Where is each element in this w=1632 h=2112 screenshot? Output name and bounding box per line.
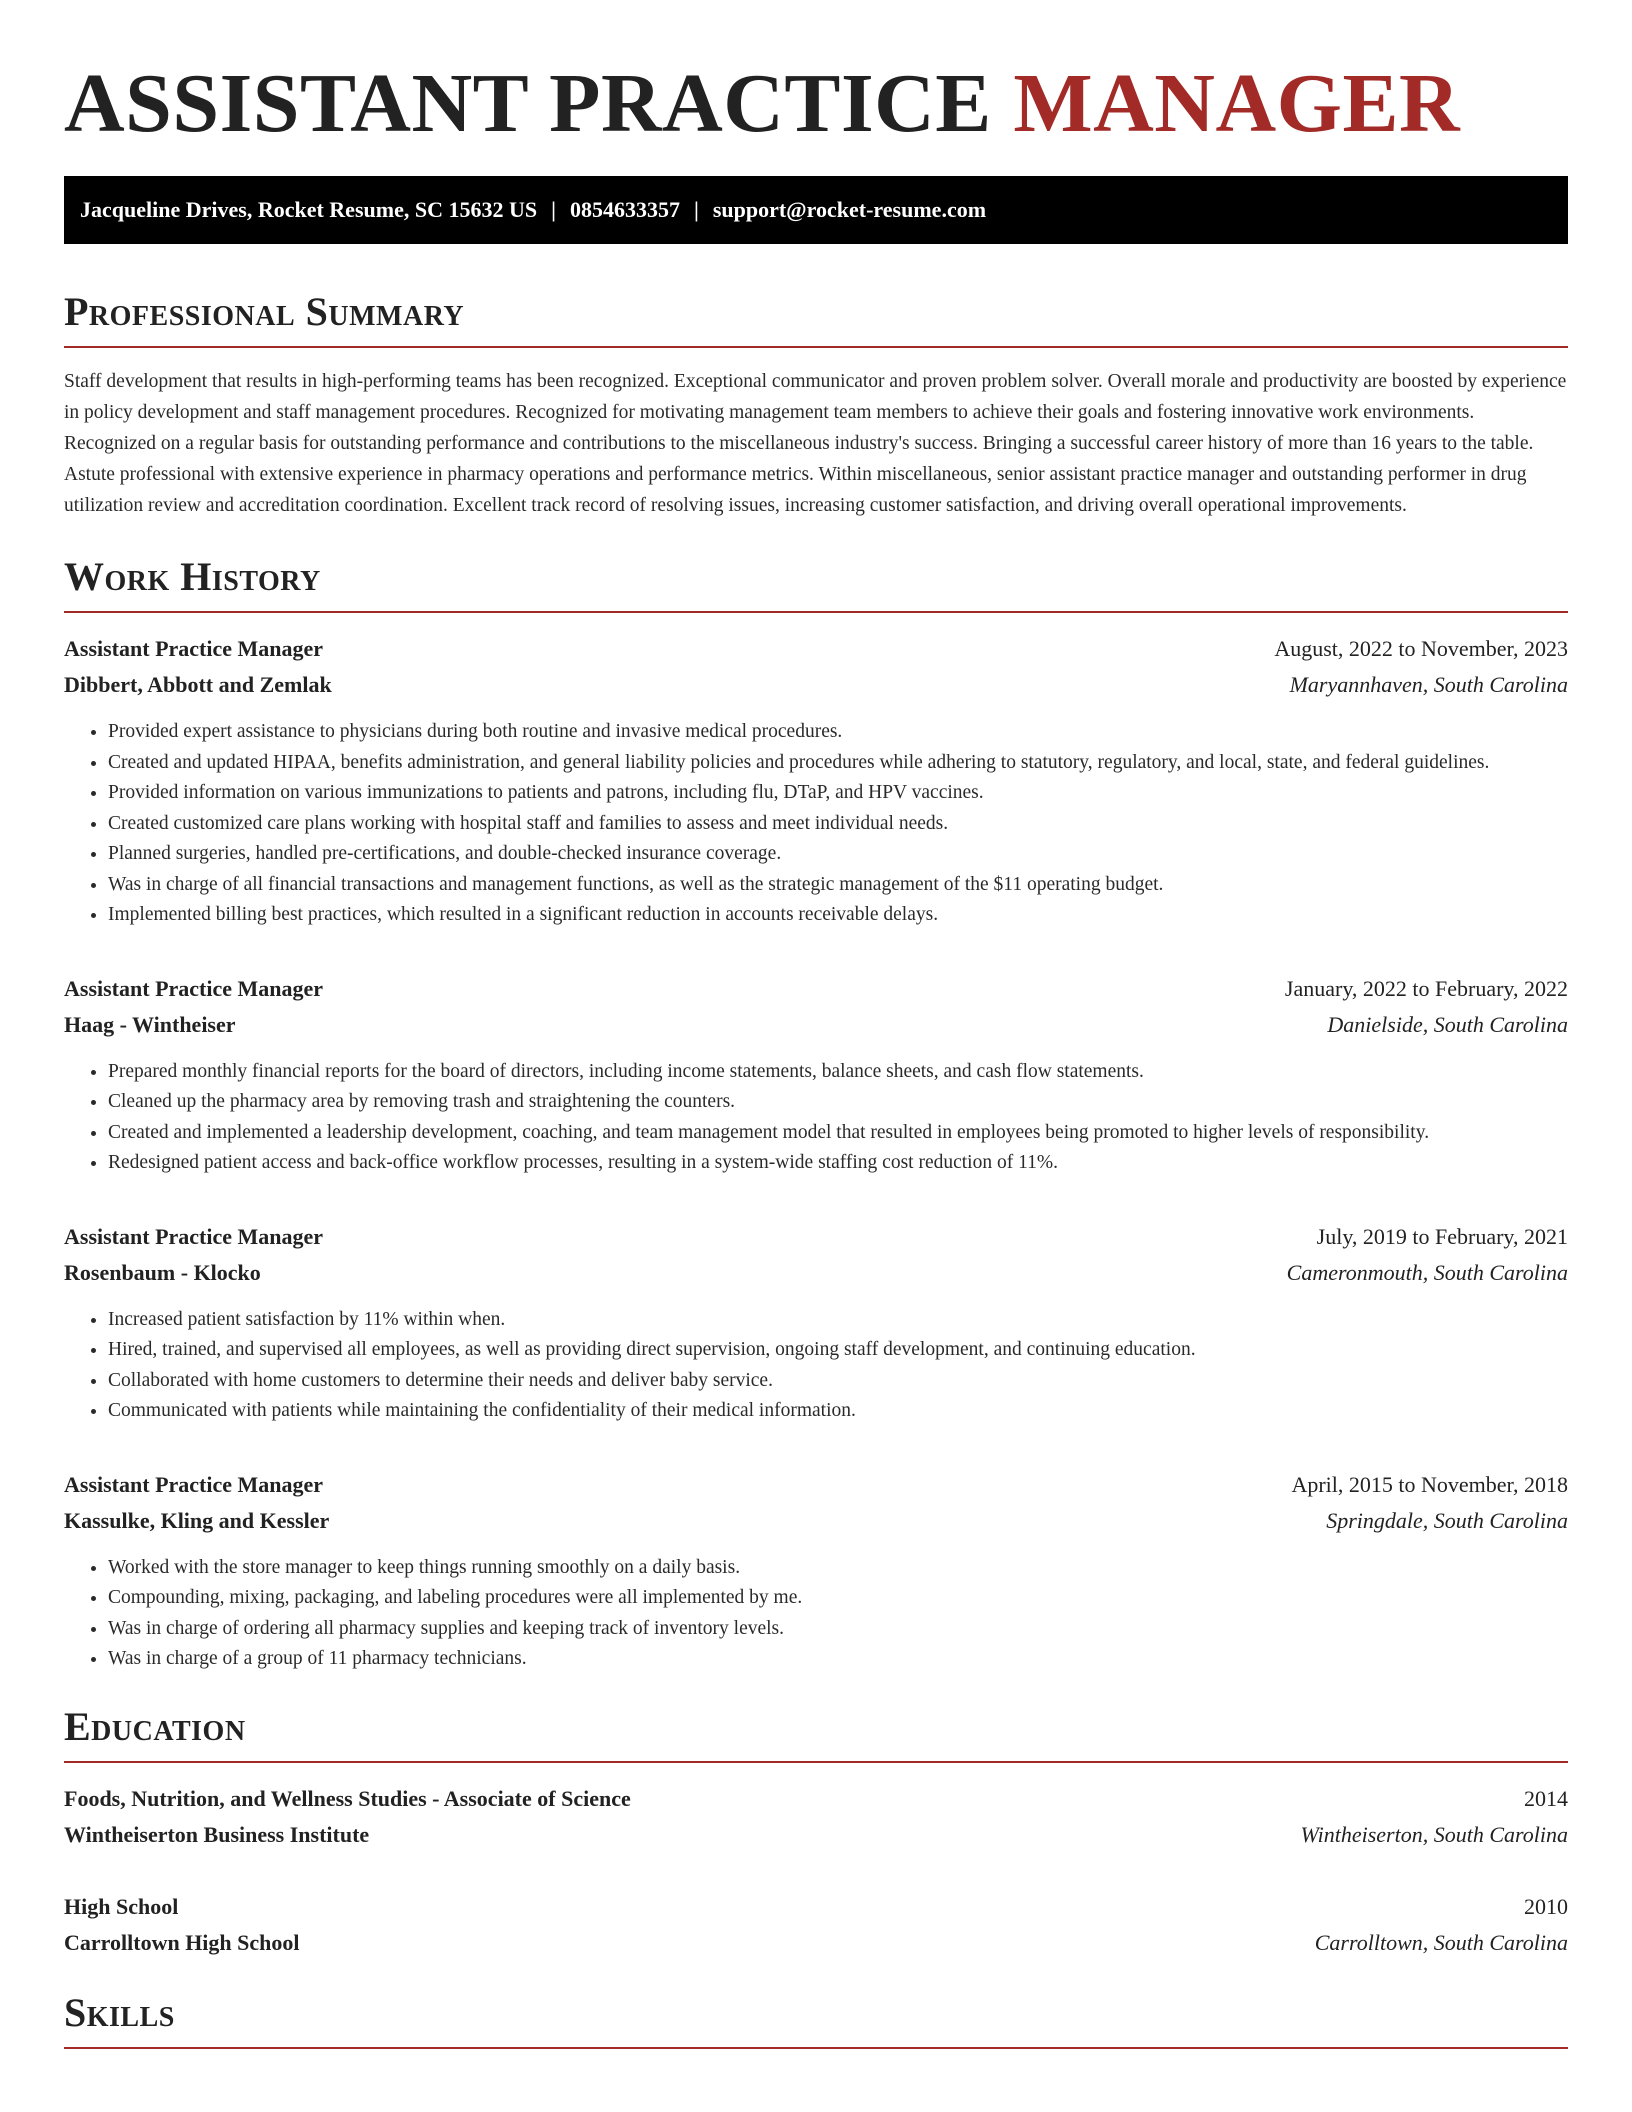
- job-bullet: • Cleaned up the pharmacy area by removing trash and straightening the counters.: [108, 1087, 1568, 1118]
- job-dates: January, 2022 to February, 2022: [1284, 975, 1568, 1001]
- education-school: Wintheiserton Business Institute: [64, 1821, 370, 1847]
- job-bullets: [64, 1057, 1568, 1179]
- education-degree: Foods, Nutrition, and Wellness Studies - Associate of Science: [64, 1785, 631, 1811]
- job-bullet: • Hired, trained, and supervised all employees, as well as providing direct supervision, ongoing staff development, and continuing education.: [108, 1335, 1568, 1366]
- summary-text: Staff development that results in high-performing teams has been recognized. Exceptional communicator and proven problem solver. Overall morale and productivity are boosted by experience in policy development and staff management procedures. Recognized for motivating management team members to achieve their goals and fostering innovative work environments. Recognized on a regular basis for outstanding performance and contributions to the miscellaneous industry's success. Bringing a successful career history of more than 16 years to the table. Astute professional with extensive experience in pharmacy operations and performance metrics. Within miscellaneous, senior assistant practice manager and outstanding performer in drug utilization review and accreditation coordination. Excellent track record of resolving issues, increasing customer satisfaction, and driving overall operational improvements.: [64, 371, 1567, 516]
- job-title: Assistant Practice Manager: [64, 975, 324, 1001]
- job-title: Assistant Practice Manager: [64, 1223, 324, 1249]
- skills-heading: Skills: [64, 1989, 1568, 2049]
- job-entry: [64, 1467, 1568, 1675]
- job-bullet: • Was in charge of ordering all pharmacy supplies and keeping track of inventory levels.: [108, 1614, 1568, 1645]
- job-entry: [64, 631, 1568, 931]
- job-bullet: • Redesigned patient access and back-office workflow processes, resulting in a system-wide staffing cost reduction of 11%.: [108, 1148, 1568, 1179]
- education-school: Carrolltown High School: [64, 1929, 300, 1955]
- education-location: Wintheiserton, South Carolina: [1300, 1821, 1568, 1847]
- job-bullet: • Worked with the store manager to keep things running smoothly on a daily basis.: [108, 1553, 1568, 1584]
- job-bullet: • Provided information on various immunizations to patients and patrons, including flu, DTaP, and HPV vaccines.: [108, 778, 1568, 809]
- job-company: Haag - Wintheiser: [64, 1011, 236, 1037]
- education-heading: Education: [64, 1703, 1568, 1763]
- job-bullet: • Prepared monthly financial reports for the board of directors, including income statements, balance sheets, and cash flow statements.: [108, 1057, 1568, 1088]
- job-location: Springdale, South Carolina: [1326, 1507, 1568, 1533]
- job-bullet: • Planned surgeries, handled pre-certifications, and double-checked insurance coverage.: [108, 839, 1568, 870]
- job-title: Assistant Practice Manager: [64, 1471, 324, 1497]
- job-entry: [64, 1219, 1568, 1427]
- job-location: Maryannhaven, South Carolina: [1289, 672, 1568, 697]
- education-entry: [64, 1781, 1568, 1853]
- education-entry: [64, 1889, 1568, 1961]
- job-bullet: • Compounding, mixing, packaging, and labeling procedures were all implemented by me.: [108, 1583, 1568, 1614]
- summary-heading: Professional Summary: [64, 288, 1568, 348]
- job-bullet: • Collaborated with home customers to determine their needs and deliver baby service.: [108, 1366, 1568, 1397]
- title-part-2: MANAGER: [1013, 57, 1461, 150]
- work-history-heading: Work History: [64, 553, 1568, 613]
- job-bullet: • Created and implemented a leadership development, coaching, and team management model that resulted in employees being promoted to higher levels of responsibility.: [108, 1118, 1568, 1149]
- job-title: Assistant Practice Manager: [64, 636, 324, 661]
- contact-email: support@rocket-resume.com: [712, 197, 987, 222]
- contact-bar: [64, 176, 1568, 244]
- job-company: Kassulke, Kling and Kessler: [64, 1507, 330, 1533]
- education-degree: High School: [64, 1893, 179, 1919]
- job-bullet: • Communicated with patients while maintaining the confidentiality of their medical information.: [108, 1396, 1568, 1427]
- education-location: Carrolltown, South Carolina: [1314, 1929, 1568, 1955]
- contact-separator: |: [551, 197, 556, 222]
- job-bullet: • Created and updated HIPAA, benefits administration, and general liability policies and procedures while adhering to statutory, regulatory, and local, state, and federal guidelines.: [108, 748, 1568, 779]
- job-bullets: [64, 1305, 1568, 1427]
- job-bullet: • Provided expert assistance to physicians during both routine and invasive medical procedures.: [108, 717, 1568, 748]
- job-bullets: [64, 717, 1568, 931]
- resume-title: [64, 0, 1568, 150]
- contact-phone: 0854633357: [569, 197, 680, 222]
- contact-separator: |: [693, 197, 699, 222]
- job-bullet: • Created customized care plans working with hospital staff and families to assess and meet individual needs.: [108, 809, 1568, 840]
- job-company: Dibbert, Abbott and Zemlak: [64, 672, 332, 697]
- title-part-1: ASSISTANT PRACTICE: [64, 57, 992, 150]
- job-dates: April, 2015 to November, 2018: [1291, 1471, 1568, 1497]
- job-bullet: • Implemented billing best practices, which resulted in a significant reduction in accounts receivable delays.: [108, 900, 1568, 931]
- job-location: Cameronmouth, South Carolina: [1286, 1259, 1568, 1285]
- job-bullet: • Increased patient satisfaction by 11% within when.: [108, 1305, 1568, 1336]
- job-dates: August, 2022 to November, 2023: [1274, 636, 1568, 661]
- education-year: 2010: [1524, 1893, 1568, 1919]
- contact-address: Jacqueline Drives, Rocket Resume, SC 15632 US: [80, 197, 538, 222]
- job-location: Danielside, South Carolina: [1327, 1011, 1568, 1037]
- job-entry: [64, 971, 1568, 1179]
- job-company: Rosenbaum - Klocko: [64, 1259, 261, 1285]
- job-bullet: • Was in charge of a group of 11 pharmacy technicians.: [108, 1644, 1568, 1675]
- job-dates: July, 2019 to February, 2021: [1316, 1223, 1568, 1249]
- education-year: 2014: [1524, 1785, 1568, 1811]
- job-bullet: • Was in charge of all financial transactions and management functions, as well as the strategic management of the $11 operating budget.: [108, 870, 1568, 901]
- job-bullets: [64, 1553, 1568, 1675]
